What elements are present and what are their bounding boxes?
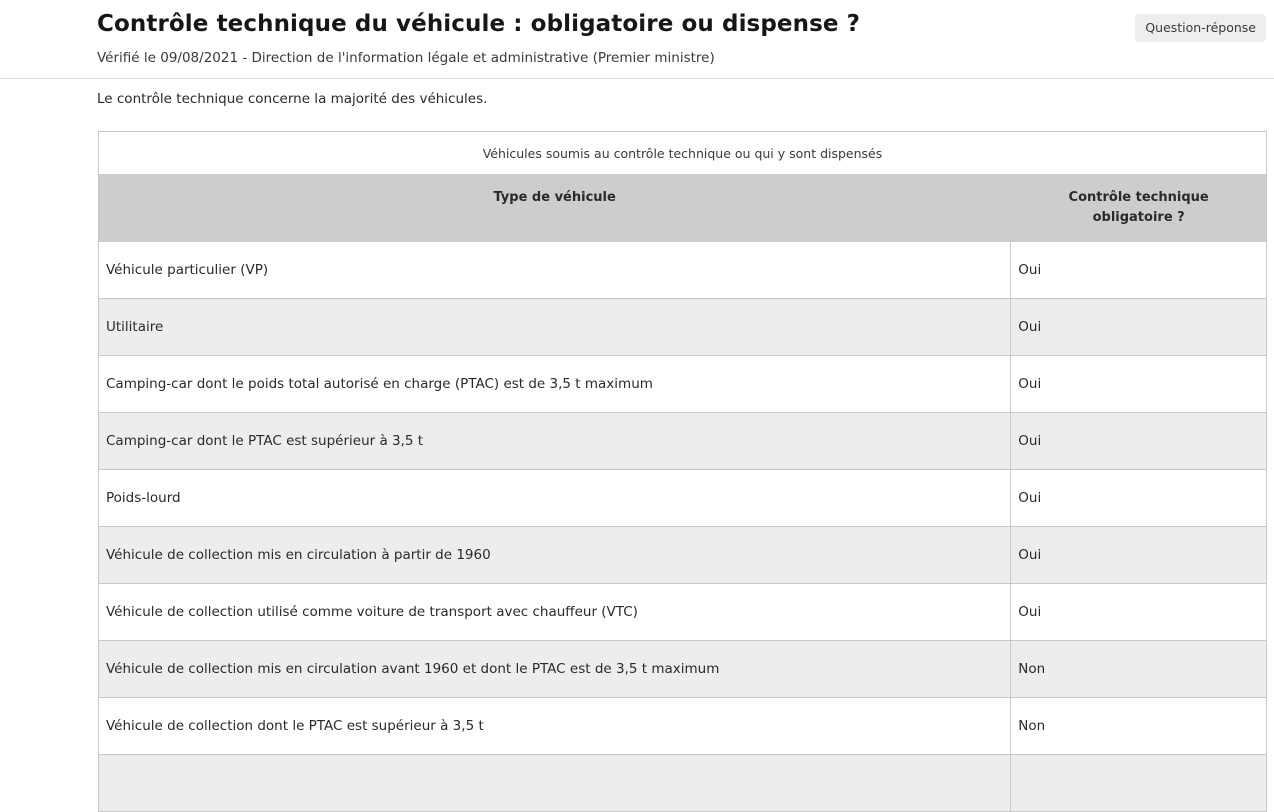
header-vehicle-type: Type de véhicule <box>99 175 1011 242</box>
table-row <box>99 641 1267 698</box>
verification-meta: Vérifié le 09/08/2021 - Direction de l'information légale et administrative (Premier ministre) <box>97 50 715 66</box>
header-row <box>99 175 1267 242</box>
table-row <box>99 356 1267 413</box>
cell-vehicle-type: Véhicule de collection mis en circulation avant 1960 et dont le PTAC est de 3,5 t maximum <box>99 641 1011 698</box>
table-row <box>99 470 1267 527</box>
cell-vehicle-type: Véhicule particulier (VP) <box>99 242 1011 299</box>
cell-vehicle-type <box>99 755 1011 812</box>
cell-vehicle-type: Utilitaire <box>99 299 1011 356</box>
table-body <box>99 242 1267 812</box>
cell-inspection-required: Oui <box>1011 470 1267 527</box>
cell-vehicle-type: Véhicule de collection mis en circulation à partir de 1960 <box>99 527 1011 584</box>
table-row <box>99 755 1267 812</box>
cell-inspection-required <box>1011 755 1267 812</box>
page-header <box>0 0 1274 79</box>
table-row <box>99 413 1267 470</box>
table-row <box>99 584 1267 641</box>
cell-vehicle-type: Poids-lourd <box>99 470 1011 527</box>
cell-inspection-required: Oui <box>1011 584 1267 641</box>
cell-vehicle-type: Véhicule de collection utilisé comme voiture de transport avec chauffeur (VTC) <box>99 584 1011 641</box>
cell-inspection-required: Oui <box>1011 413 1267 470</box>
table-row <box>99 698 1267 755</box>
cell-inspection-required: Non <box>1011 698 1267 755</box>
cell-vehicle-type: Véhicule de collection dont le PTAC est supérieur à 3,5 t <box>99 698 1011 755</box>
header-inspection-required: Contrôle technique obligatoire ? <box>1011 175 1267 242</box>
page-title: Contrôle technique du véhicule : obligatoire ou dispense ? <box>97 11 861 37</box>
cell-vehicle-type: Camping-car dont le poids total autorisé en charge (PTAC) est de 3,5 t maximum <box>99 356 1011 413</box>
table-row <box>99 299 1267 356</box>
table-head <box>99 175 1267 242</box>
intro-text: Le contrôle technique concerne la majorité des véhicules. <box>97 91 488 107</box>
cell-inspection-required: Oui <box>1011 242 1267 299</box>
table-caption: Véhicules soumis au contrôle technique ou qui y sont dispensés <box>98 131 1267 174</box>
table-row <box>99 242 1267 299</box>
cell-inspection-required: Oui <box>1011 356 1267 413</box>
vehicle-table-container <box>98 131 1267 812</box>
vehicle-table <box>98 131 1267 812</box>
cell-inspection-required: Oui <box>1011 527 1267 584</box>
content-type-badge: Question-réponse <box>1135 14 1266 42</box>
cell-vehicle-type: Camping-car dont le PTAC est supérieur à 3,5 t <box>99 413 1011 470</box>
table-row <box>99 527 1267 584</box>
cell-inspection-required: Non <box>1011 641 1267 698</box>
cell-inspection-required: Oui <box>1011 299 1267 356</box>
